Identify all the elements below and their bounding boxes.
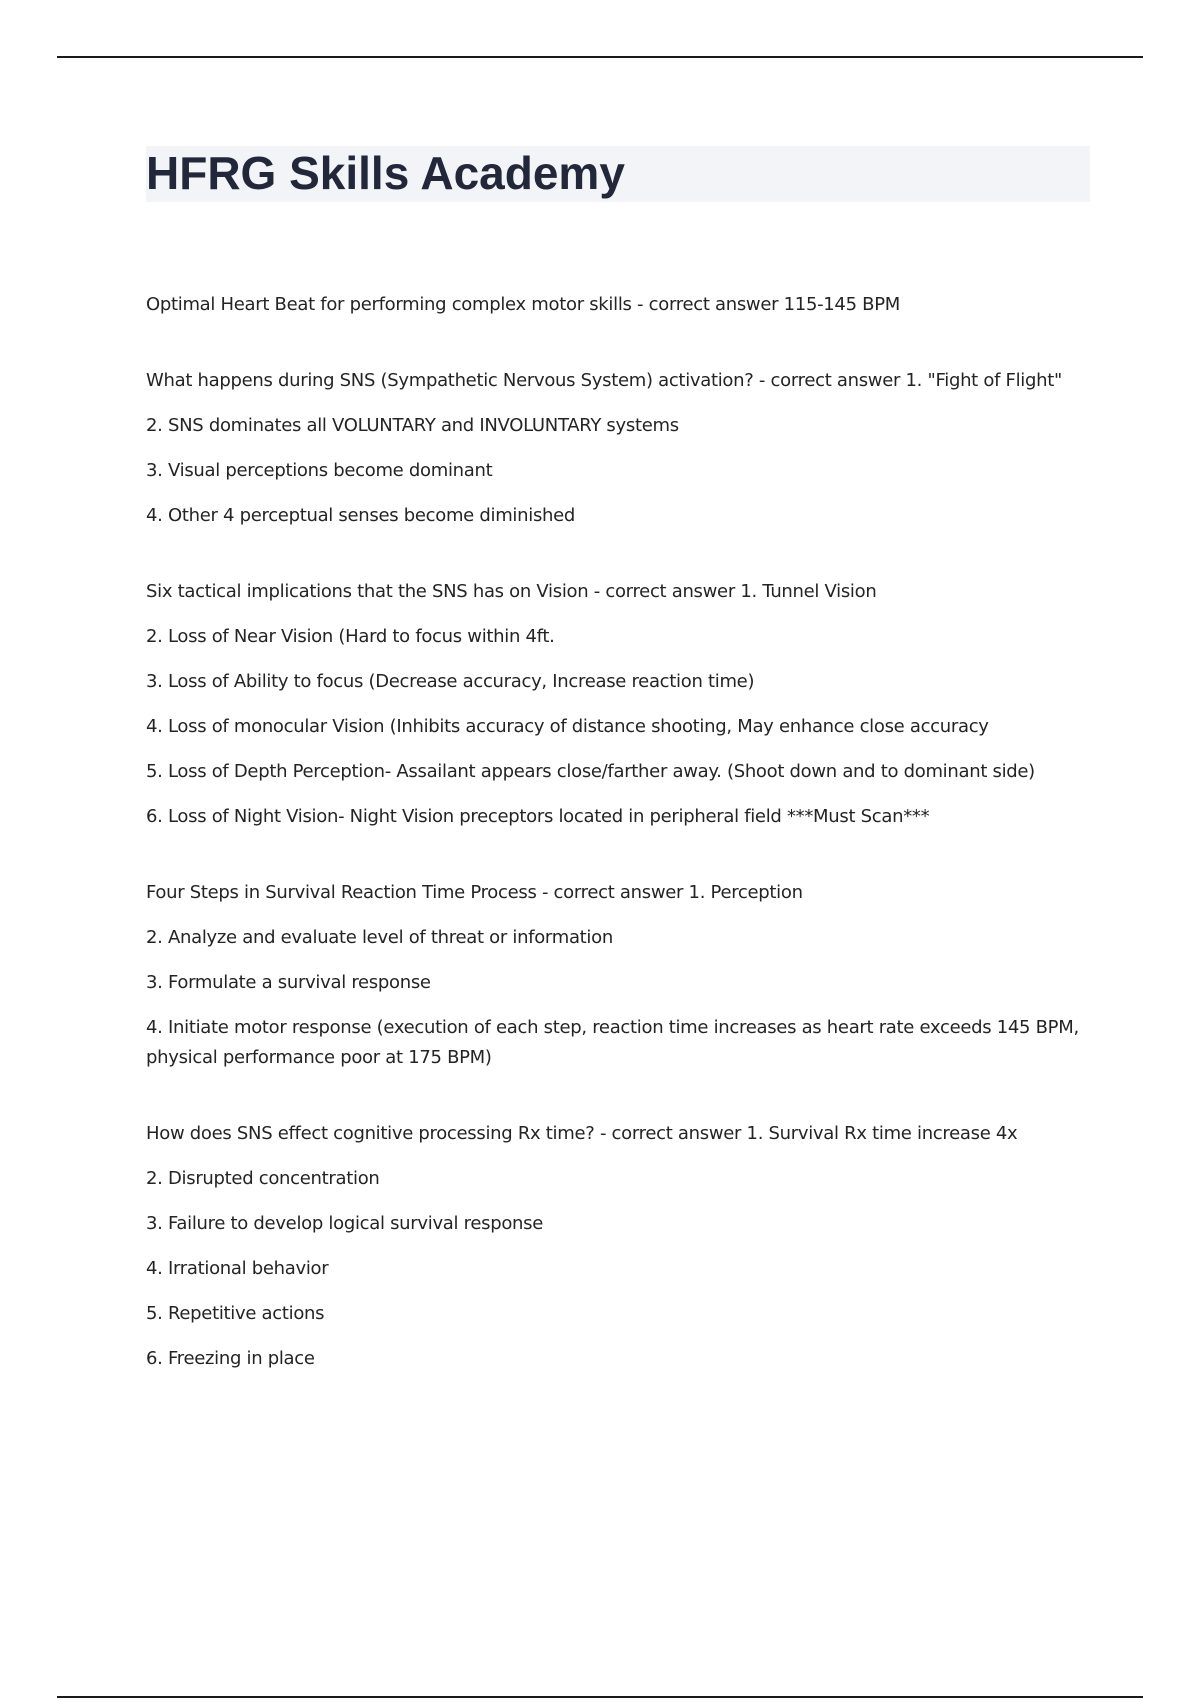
answer-line: 5. Repetitive actions xyxy=(146,1303,325,1324)
question-line: What happens during SNS (Sympathetic Nervous System) activation? - correct answer 1. "Fight of Flight" xyxy=(146,370,1062,391)
answer-line: 3. Formulate a survival response xyxy=(146,972,431,993)
answer-line: 5. Loss of Depth Perception- Assailant appears close/farther away. (Shoot down and to dominant side) xyxy=(146,761,1035,782)
answer-line: 4. Loss of monocular Vision (Inhibits accuracy of distance shooting, May enhance close accuracy xyxy=(146,716,989,737)
question-line: Optimal Heart Beat for performing complex motor skills - correct answer 115-145 BPM xyxy=(146,294,900,315)
document-title: HFRG Skills Academy xyxy=(146,147,625,199)
answer-line: 3. Loss of Ability to focus (Decrease accuracy, Increase reaction time) xyxy=(146,671,755,692)
answer-line: 3. Visual perceptions become dominant xyxy=(146,460,493,481)
qa-item xyxy=(146,1119,1090,1374)
answer-line: 4. Initiate motor response (execution of each step, reaction time increases as heart rate exceeds 145 BPM, physical performance poor at 175 BPM) xyxy=(146,1017,1079,1068)
qa-list xyxy=(146,290,1090,1420)
qa-item xyxy=(146,577,1090,832)
question-line: How does SNS effect cognitive processing Rx time? - correct answer 1. Survival Rx time increase 4x xyxy=(146,1123,1018,1144)
answer-line: 3. Failure to develop logical survival response xyxy=(146,1213,544,1234)
answer-line: 2. Disrupted concentration xyxy=(146,1168,380,1189)
question-line: Six tactical implications that the SNS has on Vision - correct answer 1. Tunnel Vision xyxy=(146,581,877,602)
answer-line: 2. Loss of Near Vision (Hard to focus within 4ft. xyxy=(146,626,555,647)
qa-item xyxy=(146,366,1090,531)
answer-line: 2. Analyze and evaluate level of threat or information xyxy=(146,927,613,948)
answer-line: 6. Loss of Night Vision- Night Vision preceptors located in peripheral field ***Must Scan*** xyxy=(146,806,930,827)
answer-line: 6. Freezing in place xyxy=(146,1348,315,1369)
qa-item xyxy=(146,878,1090,1073)
answer-line: 4. Irrational behavior xyxy=(146,1258,329,1279)
answer-line: 2. SNS dominates all VOLUNTARY and INVOLUNTARY systems xyxy=(146,415,679,436)
qa-item xyxy=(146,290,1090,320)
top-rule xyxy=(57,56,1143,58)
question-line: Four Steps in Survival Reaction Time Process - correct answer 1. Perception xyxy=(146,882,803,903)
bottom-rule xyxy=(57,1696,1143,1698)
answer-line: 4. Other 4 perceptual senses become diminished xyxy=(146,505,576,526)
